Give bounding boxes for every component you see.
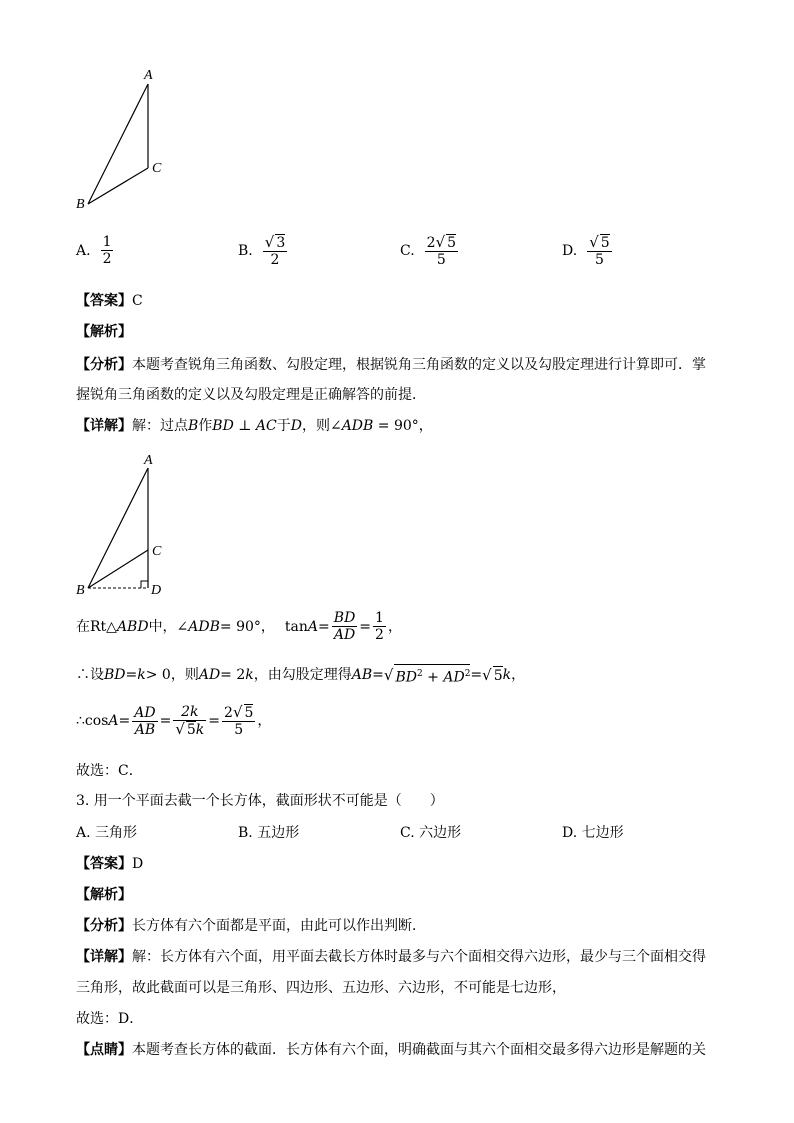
fraction-2k-sqrt5k: $\frac{2k}{√ 5k}$ — [175, 704, 205, 738]
math-line-pythagoras: ∴设 BD = k > 0，则 AD = 2 k ，由勾股定理得 AB = √ $BD^2 + AD^2$ = √ 5 k ， — [76, 664, 525, 687]
xiangjie-text: 解：长方体有六个面，用平面去截长方体时最多与六个面相交得六边形，最少与三个面相交得 — [132, 949, 706, 965]
answer-line-3 — [76, 855, 143, 873]
q3-option-d: D. 七边形 — [562, 825, 624, 841]
option-a-fraction — [101, 234, 114, 267]
fenxi-line-2: 握锐角三角函数的定义以及勾股定理是正确解答的前提． — [76, 387, 426, 403]
fraction-numerator: 1 — [102, 234, 112, 250]
option-d-fraction: $\frac{√ 5}{5}$ — [589, 233, 610, 268]
vertex-label-a: A — [144, 453, 153, 468]
option-c — [400, 234, 460, 268]
option-b — [238, 234, 289, 268]
answer-line-1 — [76, 292, 143, 310]
vertex-label-c: C — [152, 544, 162, 559]
answer-tag: 【答案】 — [76, 856, 132, 872]
option-c-fraction: $\frac{2√ 5}{5}$ — [426, 233, 457, 268]
question-3-stem: 3. 用一个平面去截一个长方体，截面形状不可能是（ ） — [76, 793, 444, 809]
fraction-bd-ad: $\frac{BD}{AD}$ — [333, 610, 356, 643]
dianjing-line-3 — [76, 1041, 706, 1059]
fenxi-line-1 — [76, 356, 706, 374]
answer-value: D — [132, 856, 144, 872]
conclusion-3: 故选：D． — [76, 1011, 144, 1027]
q3-option-b: B. 五边形 — [238, 825, 300, 841]
fraction-2sqrt5-5: $\frac{2√ 5}{5}$ — [224, 703, 254, 738]
answer-tag: 【答案】 — [76, 293, 132, 309]
fraction-ad-ab: $\frac{AD}{AB}$ — [134, 704, 156, 738]
radicand: 5 — [600, 235, 610, 251]
option-b-letter: B. — [238, 243, 253, 259]
fenxi-tag: 【分析】 — [76, 357, 132, 373]
triangle-figure-1 — [70, 64, 180, 214]
jiexi-tag-3: 【解析】 — [76, 887, 132, 903]
option-a-letter: A. — [76, 242, 91, 259]
option-a — [76, 234, 115, 267]
option-d-letter: D. — [562, 243, 578, 259]
radicand: 5 — [447, 235, 457, 251]
fenxi-text: 长方体有六个面都是平面，由此可以作出判断． — [132, 918, 426, 934]
option-c-letter: C. — [400, 243, 415, 259]
xiangjie-line-1: 【详解】解：过点B作BD ⊥ AC于D，则∠ADB = 90°， — [76, 418, 433, 434]
fraction-denominator: 2 — [270, 252, 280, 268]
fraction-one-half: $\frac{1}{2}$ — [375, 610, 384, 643]
triangle-figure-2 — [70, 450, 180, 600]
xiangjie-line-3b: 三角形，故此截面可以是三角形、四边形、五边形、六边形，不可能是七边形， — [76, 980, 566, 996]
q3-option-a: A. 三角形 — [76, 825, 138, 841]
coefficient: 2 — [426, 235, 436, 251]
xiangjie-tag: 【详解】 — [76, 949, 132, 965]
vertex-label-b: B — [76, 197, 85, 212]
answer-value: C — [132, 293, 143, 309]
fraction-denominator: 5 — [594, 252, 604, 268]
radicand: 3 — [276, 235, 286, 251]
fraction-denominator: 2 — [102, 251, 112, 267]
q3-option-c: C. 六边形 — [400, 825, 462, 841]
vertex-label-c: C — [152, 161, 162, 176]
vertex-label-b: B — [76, 583, 85, 598]
fenxi-text: 本题考查锐角三角函数、勾股定理，根据锐角三角函数的定义以及勾股定理进行计算即可．掌 — [132, 357, 706, 373]
math-line-cos: ∴cos A = $\frac{AD}{AB}$ = $\frac{2k}{√ 5k}$ = $\frac{2√ 5}{5}$ ， — [76, 703, 272, 738]
dianjing-tag: 【点睛】 — [76, 1042, 132, 1058]
dianjing-text: 本题考查长方体的截面．长方体有六个面，明确截面与其六个面相交最多得六边形是解题的关 — [132, 1042, 706, 1058]
xiangjie-tag: 【详解】 — [76, 418, 132, 434]
conclusion-1: 故选：C． — [76, 763, 143, 779]
jiexi-tag-1: 【解析】 — [76, 324, 132, 340]
xiangjie-line-3a — [76, 948, 706, 966]
math-line-tan: 在Rt△ ABD 中，∠ ADB = 90°， tan A = $\frac{BD}{AD}$ = $\frac{1}{2}$ ， — [76, 610, 402, 643]
fenxi-line-3 — [76, 917, 426, 935]
fenxi-tag: 【分析】 — [76, 918, 132, 934]
vertex-label-a: A — [144, 68, 153, 83]
option-d — [562, 234, 614, 268]
vertex-label-d: D — [151, 583, 162, 598]
fraction-denominator: 5 — [436, 252, 446, 268]
option-b-fraction: $\frac{√ 3}{2}$ — [264, 233, 286, 268]
